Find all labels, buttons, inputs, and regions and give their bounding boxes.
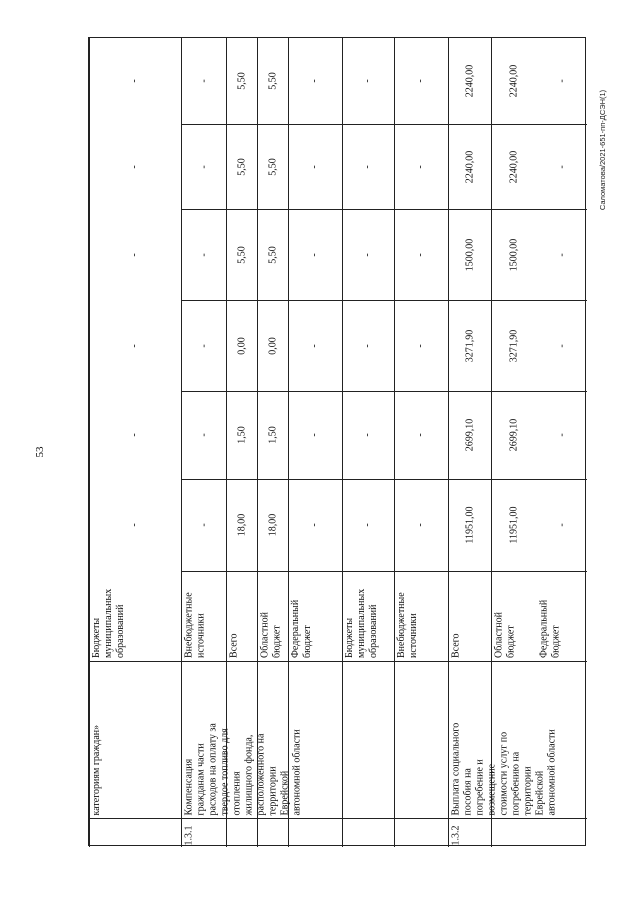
empty-value-cell: -	[556, 79, 567, 83]
empty-value-cell: -	[129, 523, 140, 527]
column-divider	[89, 818, 587, 819]
source-label: Всего	[228, 633, 239, 658]
empty-value-cell: -	[556, 252, 567, 257]
empty-value-cell: -	[556, 164, 567, 169]
value-cell: 2699,10	[508, 418, 519, 452]
source-label: Внебюджетные источники	[183, 592, 206, 658]
source-label: Федеральный бюджет	[538, 599, 561, 658]
column-divider	[89, 661, 181, 662]
empty-value-cell: -	[362, 164, 373, 169]
source-label: Всего	[450, 633, 461, 658]
measure-name-1-3-1: Компенсация гражданам части расходов на оплату за твердое топливо для отопления жилищного фонда, расположенного на территории Еврейской автономной области	[183, 722, 302, 815]
source-label: Бюджеты муниципальных образований	[91, 588, 126, 658]
value-cell: 18,00	[236, 513, 247, 537]
empty-value-cell: -	[309, 252, 320, 257]
value-cell: 5,50	[267, 157, 278, 176]
value-cell: 11951,00	[464, 506, 475, 544]
page-number: 53	[34, 446, 46, 458]
empty-value-cell: -	[362, 433, 373, 437]
value-cell: 11951,00	[508, 506, 519, 544]
empty-value-cell: -	[415, 79, 426, 83]
value-cell: 5,50	[267, 72, 278, 90]
column-divider	[181, 661, 587, 662]
value-cell: 1500,00	[508, 238, 519, 271]
value-cell: 18,00	[267, 513, 278, 537]
value-cell: 5,50	[267, 245, 278, 264]
value-cell: 3271,90	[508, 329, 519, 362]
value-cell: 3271,90	[464, 329, 475, 362]
empty-value-cell: -	[362, 343, 373, 348]
empty-value-cell: -	[415, 164, 426, 169]
document-code: Саломатова/2021-651-пп-ДСЭН(1)	[598, 89, 607, 211]
empty-value-cell: -	[129, 79, 140, 83]
value-cell: 2240,00	[464, 64, 475, 98]
row-divider	[89, 38, 90, 847]
empty-value-cell: -	[198, 164, 209, 169]
measure-id-1-3-2: 1.3.2	[450, 825, 461, 845]
row-divider	[181, 38, 182, 847]
value-cell: 5,50	[236, 72, 247, 90]
empty-value-cell: -	[556, 433, 567, 437]
empty-value-cell: -	[309, 164, 320, 169]
value-cell: 1,50	[267, 426, 278, 444]
empty-value-cell: -	[309, 343, 320, 348]
empty-value-cell: -	[415, 433, 426, 437]
value-cell: 1,50	[236, 426, 247, 444]
empty-value-cell: -	[198, 79, 209, 83]
value-cell: 0,00	[236, 336, 247, 355]
budget-table	[88, 37, 586, 846]
empty-value-cell: -	[198, 252, 209, 257]
measure-name-1-3-2: Выплата социального пособия на погребение и возмещение стоимости услуг по погребению на территории Еврейской автономной области	[450, 722, 557, 815]
value-cell: 2240,00	[508, 64, 519, 98]
empty-value-cell: -	[362, 252, 373, 257]
empty-value-cell: -	[415, 343, 426, 348]
empty-value-cell: -	[415, 252, 426, 257]
column-divider	[181, 571, 587, 572]
empty-value-cell: -	[362, 523, 373, 527]
empty-value-cell: -	[129, 433, 140, 437]
value-cell: 2699,10	[464, 418, 475, 452]
empty-value-cell: -	[309, 79, 320, 83]
value-cell: 5,50	[236, 245, 247, 264]
empty-value-cell: -	[309, 523, 320, 527]
category-continued-cell: категориям граждан»	[91, 724, 102, 815]
measure-id-1-3-1: 1.3.1	[183, 825, 194, 845]
source-label: Федеральный бюджет	[290, 599, 313, 658]
empty-value-cell: -	[198, 433, 209, 437]
empty-value-cell: -	[415, 523, 426, 527]
source-label: Областной бюджет	[493, 611, 516, 658]
value-cell: 2240,00	[508, 150, 519, 183]
empty-value-cell: -	[198, 343, 209, 348]
empty-value-cell: -	[198, 523, 209, 527]
value-cell: 5,50	[236, 157, 247, 176]
empty-value-cell: -	[309, 433, 320, 437]
empty-value-cell: -	[129, 164, 140, 169]
value-cell: 1500,00	[464, 238, 475, 271]
value-cell: 2240,00	[464, 150, 475, 183]
empty-value-cell: -	[129, 252, 140, 257]
source-label: Областной бюджет	[259, 611, 282, 658]
empty-value-cell: -	[362, 79, 373, 83]
empty-value-cell: -	[556, 343, 567, 348]
source-label: Бюджеты муниципальных образований	[344, 588, 379, 658]
source-label: Внебюджетные источники	[396, 592, 419, 658]
value-cell: 0,00	[267, 336, 278, 355]
empty-value-cell: -	[556, 523, 567, 527]
empty-value-cell: -	[129, 343, 140, 348]
row-divider	[448, 38, 449, 847]
